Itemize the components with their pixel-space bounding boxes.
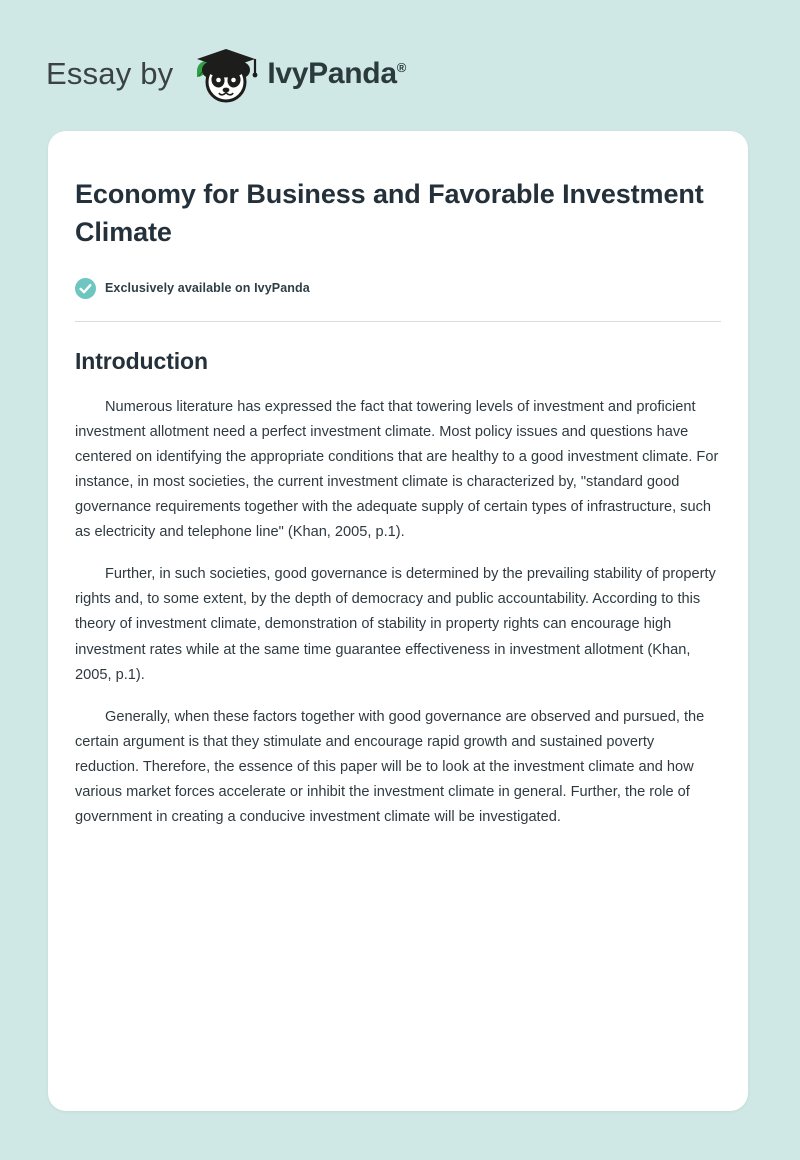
section-heading-introduction: Introduction <box>75 347 208 374</box>
body-paragraph: Further, in such societies, good governance is determined by the prevailing stability of property rights and, to some extent, by the depth of democracy and public accountability. According to this theory of investment climate, demonstration of stability in property rights can encourage high investment rates while at the same time guarantee effectiveness in investment allotment (Khan, 2005, p.1). <box>75 566 716 683</box>
brand-name <box>267 57 406 91</box>
body-paragraph: Numerous literature has expressed the fact that towering levels of investment and proficient investment allotment need a perfect investment climate. Most policy issues and questions have centered on identifying the appropriate conditions that are healthy to a good investment climate. For instance, in most societies, the current investment climate is characterized by, "standard good governance requirements together with the adequate supply of certain types of infrastructure, such as electricity and telephone line" (Khan, 2005, p.1). <box>75 398 719 541</box>
brand-logo[interactable] <box>187 43 406 105</box>
registered-mark: ® <box>396 60 406 75</box>
status-badge <box>75 278 721 299</box>
status-badge-label: Exclusively available on IvyPanda <box>105 281 310 296</box>
check-circle-icon <box>75 278 96 299</box>
brand-name-text: IvyPanda <box>267 57 397 90</box>
title-divider <box>75 321 721 322</box>
panda-graduate-icon <box>187 43 265 105</box>
document-card <box>48 131 748 1111</box>
page-title: Economy for Business and Favorable Investment Climate <box>75 179 704 248</box>
header-prefix-text: Essay by <box>46 56 174 91</box>
site-header <box>0 0 800 110</box>
body-paragraph: Generally, when these factors together with good governance are observed and pursued, the certain argument is that they stimulate and encourage rapid growth and sustained poverty reduction. Therefore, the essence of this paper will be to look at the investment climate and how various market forces accelerate or inhibit the investment climate in general. Further, the role of government in creating a conducive investment climate will be investigated. <box>75 708 705 826</box>
